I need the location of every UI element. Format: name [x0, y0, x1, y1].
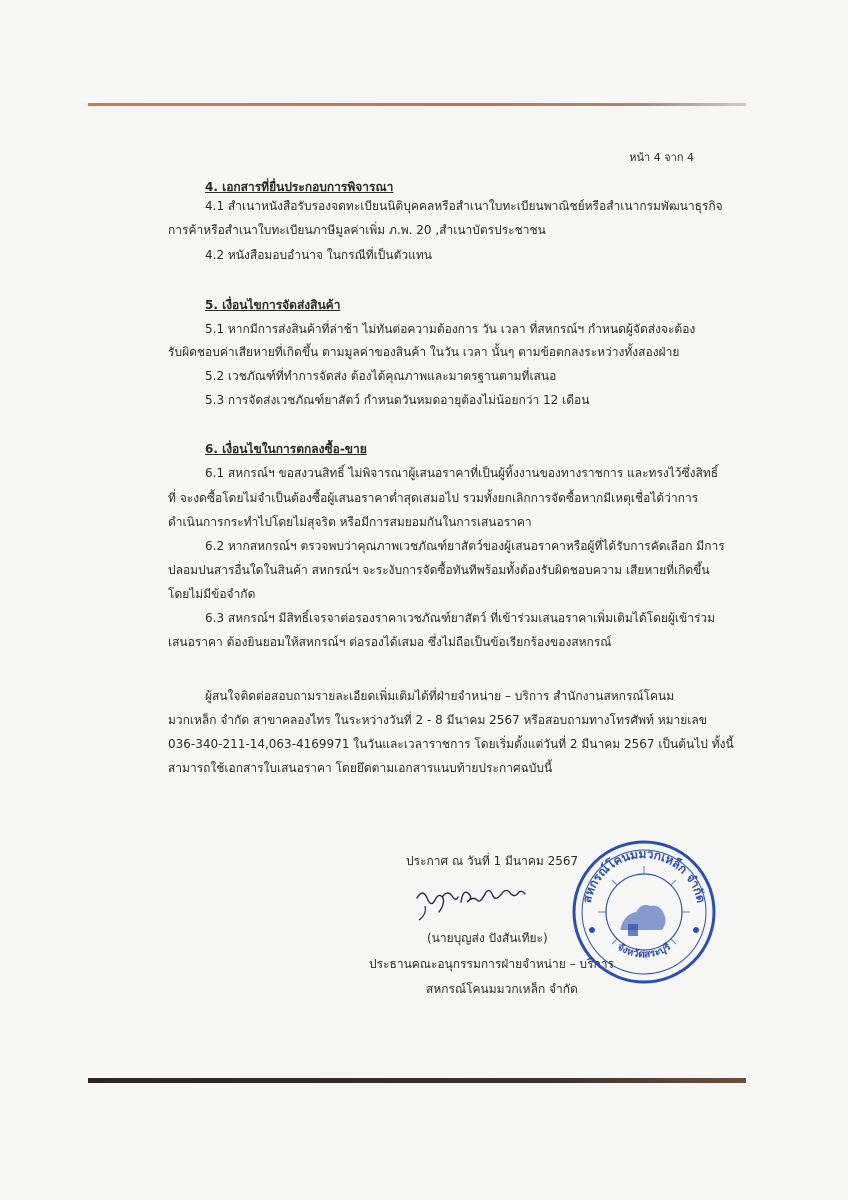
svg-text:สหกรณ์โคนมมวกเหล็ก จำกัด	[580, 847, 708, 904]
section-5-line: รับผิดชอบค่าเสียหายที่เกิดขึ้น ตามมูลค่าของสินค้า ในวัน เวลา นั้นๆ ตามข้อตกลงระหว่างทั้งสองฝ่าย	[168, 345, 680, 359]
section-5-line: 5.1 หากมีการส่งสินค้าที่ล่าช้า ไม่ทันต่อความต้องการ วัน เวลา ที่สหกรณ์ฯ กำหนดผู้จัดส่งจะต้อง	[205, 322, 696, 336]
section-6-line: 6.2 หากสหกรณ์ฯ ตรวจพบว่าคุณภาพเวชภัณฑ์ยาสัตว์ของผู้เสนอราคาหรือผู้ที่ได้รับการคัดเลือก มีการ	[205, 539, 725, 553]
contact-line: ผู้สนใจติดต่อสอบถามรายละเอียดเพิ่มเติมได้ที่ฝ่ายจำหน่าย – บริการ สำนักงานสหกรณ์โคนม	[205, 689, 675, 703]
section-4-line: 4.1 สำเนาหนังสือรับรองจดทะเบียนนิติบุคคลหรือสำเนาใบทะเบียนพาณิชย์หรือสำเนากรมพัฒนาธุรกิจ	[205, 199, 723, 213]
section-4-line: 4.2 หนังสือมอบอำนาจ ในกรณีที่เป็นตัวแทน	[205, 248, 432, 262]
section-6-heading: 6. เงื่อนไขในการตกลงซื้อ-ขาย	[205, 442, 367, 456]
section-5-line: 5.2 เวชภัณฑ์ที่ทำการจัดส่ง ต้องได้คุณภาพและมาตรฐานตามที่เสนอ	[205, 369, 557, 383]
section-6-line: 6.1 สหกรณ์ฯ ขอสงวนสิทธิ์ ไม่พิจารณาผู้เสนอราคาที่เป็นผู้ทิ้งงานของทางราชการ และทรงไว้ซึ่งสิทธิ์	[205, 466, 719, 480]
signatory-organization: สหกรณ์โคนมมวกเหล็ก จำกัด	[426, 982, 578, 996]
top-rule	[88, 103, 746, 106]
section-4-line: การค้าหรือสำเนาใบทะเบียนภาษีมูลค่าเพิ่ม ภ.พ. 20 ,สำเนาบัตรประชาชน	[168, 223, 546, 237]
contact-line: สามารถใช้เอกสารใบเสนอราคา โดยยึดตามเอกสารแนบท้ายประกาศฉบับนี้	[168, 761, 553, 775]
section-6-line: เสนอราคา ต้องยินยอมให้สหกรณ์ฯ ต่อรองได้เสมอ ซึ่งไม่ถือเป็นข้อเรียกร้องของสหกรณ์	[168, 635, 612, 649]
section-6-line: ที่ จะงดซื้อโดยไม่จำเป็นต้องซื้อผู้เสนอราคาต่ำสุดเสมอไป รวมทั้งยกเลิกการจัดซื้อหากมีเหตุเชื่อได้ว่าการ	[168, 491, 699, 505]
contact-line: มวกเหล็ก จำกัด สาขาคลองไทร ในระหว่างวันที่ 2 - 8 มีนาคม 2567 หรือสอบถามทางโทรศัพท์ หมายเลข	[168, 713, 707, 727]
section-5-line: 5.3 การจัดส่งเวชภัณฑ์ยาสัตว์ กำหนดวันหมดอายุต้องไม่น้อยกว่า 12 เดือน	[205, 393, 590, 407]
cooperative-seal-stamp	[570, 838, 718, 986]
section-5-heading: 5. เงื่อนไขการจัดส่งสินค้า	[205, 298, 341, 312]
svg-text:จังหวัดสระบุรี	[615, 940, 673, 960]
stamp-bottom-text: จังหวัดสระบุรี	[615, 941, 673, 961]
section-6-line: โดยไม่มีข้อจำกัด	[168, 587, 256, 601]
section-6-line: 6.3 สหกรณ์ฯ มีสิทธิ์เจรจาต่อรองราคาเวชภัณฑ์ยาสัตว์ ที่เข้าร่วมเสนอราคาเพิ่มเติมได้โดยผู้เข้าร่วม	[205, 611, 716, 625]
section-6-line: ดำเนินการกระทำไปโดยไม่สุจริต หรือมีการสมยอมกันในการเสนอราคา	[168, 515, 532, 529]
signatory-name: (นายบุญส่ง ปังสันเทียะ)	[427, 931, 548, 945]
section-6-line: ปลอมปนสารอื่นใดในสินค้า สหกรณ์ฯ จะระงับการจัดซื้อทันทีพร้อมทั้งต้องรับผิดชอบความ เสียหายที่เกิดขึ้น	[168, 563, 710, 577]
signatory-position: ประธานคณะอนุกรรมการฝ่ายจำหน่าย – บริการ	[369, 957, 614, 971]
page-number: หน้า 4 จาก 4	[629, 151, 694, 164]
handwritten-signature	[413, 876, 553, 926]
contact-line: 036-340-211-14,063-4169971 ในวันและเวลาราชการ โดยเริ่มตั้งแต่วันที่ 2 มีนาคม 2567 เป็นต้นไป ทั้งนี้	[168, 737, 734, 751]
section-4-heading: 4. เอกสารที่ยื่นประกอบการพิจารณา	[205, 180, 394, 194]
announce-date: ประกาศ ณ วันที่ 1 มีนาคม 2567	[406, 854, 579, 868]
bottom-rule	[88, 1078, 746, 1083]
stamp-top-text: สหกรณ์โคนมมวกเหล็ก จำกัด	[579, 846, 709, 905]
